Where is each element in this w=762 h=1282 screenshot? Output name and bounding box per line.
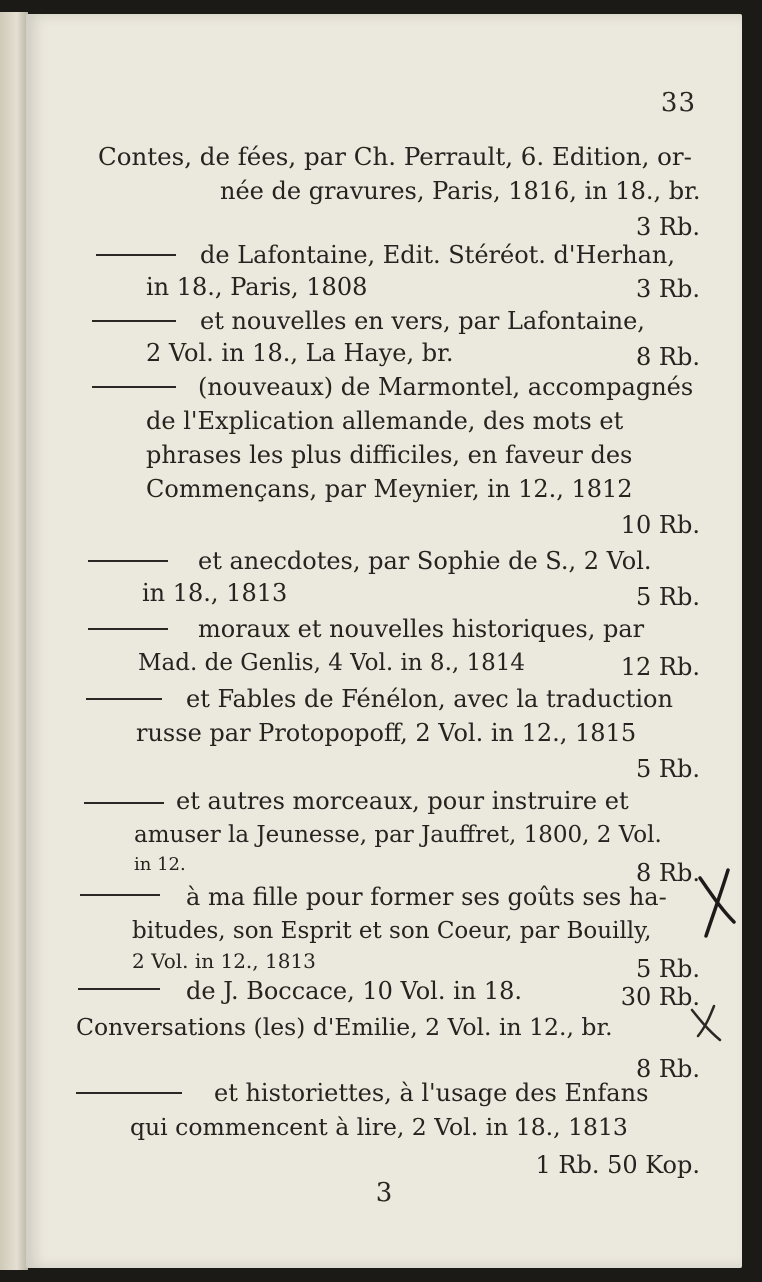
entry-line: et anecdotes, par Sophie de S., 2 Vol.: [198, 547, 652, 575]
ditto-dash: [84, 802, 164, 804]
entry-line: de l'Explication allemande, des mots et: [146, 407, 624, 435]
entry-line: de Lafontaine, Edit. Stéréot. d'Herhan,: [200, 241, 675, 269]
page-number: 33: [660, 88, 696, 118]
ditto-dash: [80, 894, 160, 896]
entry-price: 8 Rb.: [636, 1055, 700, 1083]
entry-price: 5 Rb.: [636, 755, 700, 783]
entry-line: et autres morceaux, pour instruire et: [176, 787, 629, 815]
entry-price: 30 Rb.: [620, 983, 700, 1011]
entry-line: Conversations (les) d'Emilie, 2 Vol. in 12., br.: [76, 1013, 613, 1041]
entry-line: Contes, de fées, par Ch. Perrault, 6. Edition, or-: [98, 142, 692, 171]
entry-line: à ma fille pour former ses goûts ses ha-: [186, 883, 667, 911]
ditto-dash: [76, 1092, 182, 1094]
entry-price: 12 Rb.: [620, 653, 700, 681]
entry-price: 10 Rb.: [620, 511, 700, 539]
entry-price: 5 Rb.: [636, 583, 700, 611]
entry-line: in 12.: [134, 854, 186, 875]
entry-line: et nouvelles en vers, par Lafontaine,: [200, 307, 645, 335]
entry-line: russe par Protopopoff, 2 Vol. in 12., 1815: [136, 719, 637, 747]
ditto-dash: [92, 386, 176, 388]
entry-line: qui commencent à lire, 2 Vol. in 18., 1813: [130, 1113, 628, 1141]
entry-price: 1 Rb. 50 Kop.: [535, 1151, 700, 1179]
signature-mark: 3: [375, 1178, 393, 1208]
entry-line: et Fables de Fénélon, avec la traduction: [186, 685, 673, 713]
entry-line: Commençans, par Meynier, in 12., 1812: [146, 475, 633, 503]
handwritten-check-mark: [688, 1002, 728, 1046]
entry-price: 5 Rb.: [636, 955, 700, 983]
entry-line: 2 Vol. in 12., 1813: [132, 949, 316, 973]
entry-line: (nouveaux) de Marmontel, accompagnés: [198, 373, 694, 401]
ditto-dash: [88, 628, 168, 630]
entry-line: phrases les plus difficiles, en faveur des: [146, 441, 633, 469]
entry-line: in 18., Paris, 1808: [146, 273, 368, 301]
ditto-dash: [88, 560, 168, 562]
entry-line: née de gravures, Paris, 1816, in 18., br.: [220, 177, 701, 205]
entry-line: et historiettes, à l'usage des Enfans: [214, 1079, 649, 1107]
entry-line: Mad. de Genlis, 4 Vol. in 8., 1814: [138, 650, 526, 676]
entry-line: amuser la Jeunesse, par Jauffret, 1800, 2 Vol.: [134, 822, 662, 848]
catalogue-entries: [26, 14, 742, 1268]
entry-price: 8 Rb.: [636, 343, 700, 371]
entry-line: 2 Vol. in 18., La Haye, br.: [146, 339, 454, 367]
entry-price: 3 Rb.: [636, 213, 700, 241]
entry-line: de J. Boccace, 10 Vol. in 18.: [186, 977, 522, 1005]
book-page: [26, 14, 742, 1268]
ditto-dash: [78, 988, 160, 990]
entry-price: 3 Rb.: [636, 275, 700, 303]
handwritten-cross-mark: [686, 864, 742, 944]
entry-price: 8 Rb.: [636, 859, 700, 887]
entry-line: moraux et nouvelles historiques, par: [198, 615, 645, 643]
entry-line: in 18., 1813: [142, 579, 288, 607]
ditto-dash: [92, 320, 176, 322]
entry-line: bitudes, son Esprit et son Coeur, par Bouilly,: [132, 918, 652, 944]
facing-page-edge: [0, 12, 28, 1270]
ditto-dash: [86, 698, 162, 700]
ditto-dash: [96, 254, 176, 256]
